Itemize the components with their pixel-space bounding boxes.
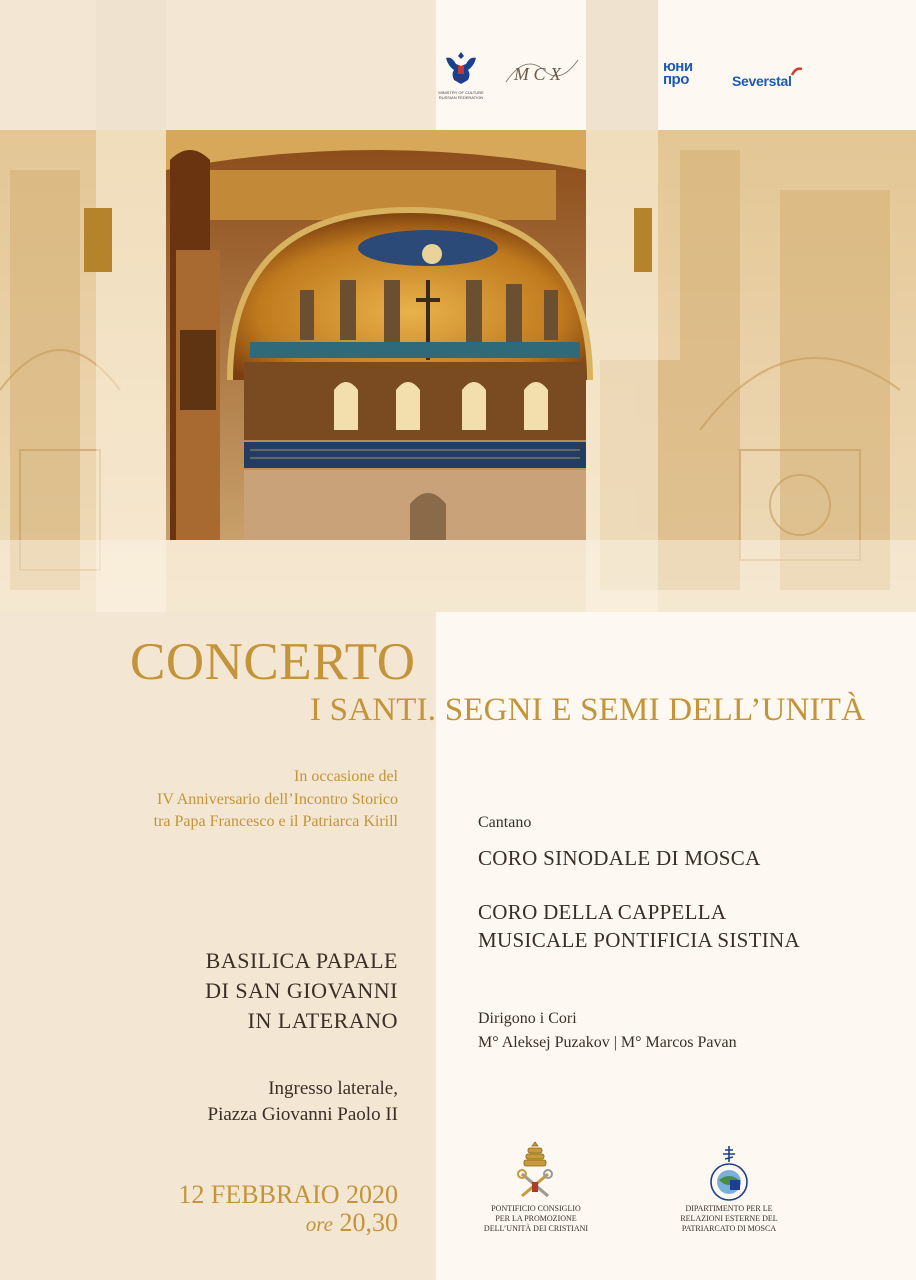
occasion-line: tra Papa Francesco e il Patriarca Kirill <box>153 813 398 830</box>
entrance-line: Ingresso laterale, <box>268 1078 398 1099</box>
concert-subtitle: I SANTI. SEGNI E SEMI DELL’UNITÀ <box>310 692 866 728</box>
yunipro-logo <box>663 60 693 86</box>
papal-keys-emblem-icon <box>514 1140 556 1202</box>
mcx-mark-text: M C X <box>514 64 561 84</box>
decr-caption <box>666 1204 792 1234</box>
choir-sistine-line: CORO DELLA CAPPELLA <box>478 900 727 924</box>
time-prefix: ore <box>305 1212 333 1236</box>
decr-line: PATRIARCATO DI MOSCA <box>681 1224 777 1233</box>
venue-line: DI SAN GIOVANNI <box>205 978 398 1003</box>
occasion-line: In occasione del <box>294 768 398 785</box>
venue-line: IN LATERANO <box>247 1008 398 1033</box>
conductors-intro: Dirigono i Cori <box>478 1010 577 1027</box>
decr-line: RELAZIONI ESTERNE DEL <box>680 1214 778 1223</box>
event-date: 12 FEBBRAIO 2020 <box>178 1180 398 1209</box>
choir-sistine-line: MUSICALE PONTIFICIA SISTINA <box>478 928 800 952</box>
entrance-line: Piazza Giovanni Paolo II <box>207 1104 398 1125</box>
mcx-monogram-logo <box>496 52 582 94</box>
performers-intro: Cantano <box>478 814 532 831</box>
decr-orthodox-emblem-icon <box>706 1144 752 1202</box>
occasion-line: IV Anniversario dell’Incontro Storico <box>157 791 398 808</box>
time-value: 20,30 <box>339 1208 398 1237</box>
event-time <box>306 1208 398 1238</box>
pcpuc-caption <box>476 1204 596 1234</box>
pcpuc-line: PONTIFICIO CONSIGLIO <box>491 1204 581 1213</box>
pcpuc-line: PER LA PROMOZIONE <box>495 1214 577 1223</box>
yunipro-line-2: про <box>663 71 689 88</box>
top-left-band <box>96 0 166 130</box>
venue-line: BASILICA PAPALE <box>205 948 398 973</box>
top-right-band <box>586 0 658 130</box>
pcpuc-line: DELL’UNITÀ DEI CRISTIANI <box>483 1224 589 1233</box>
decr-line: DIPARTIMENTO PER LE <box>685 1204 773 1213</box>
severstal-logo: Severstal <box>732 73 792 89</box>
yunipro-line-1: юни <box>663 58 693 75</box>
basilica-banner-image <box>0 130 916 612</box>
ministry-caption: MINISTRY OF CULTURE RUSSIAN FEDERATION <box>438 90 484 100</box>
choir-moscow: CORO SINODALE DI MOSCA <box>478 846 761 870</box>
concert-title: CONCERTO <box>130 633 416 691</box>
conductors-names: M° Aleksej Puzakov | M° Marcos Pavan <box>478 1034 737 1051</box>
severstal-mark-icon <box>790 64 804 74</box>
